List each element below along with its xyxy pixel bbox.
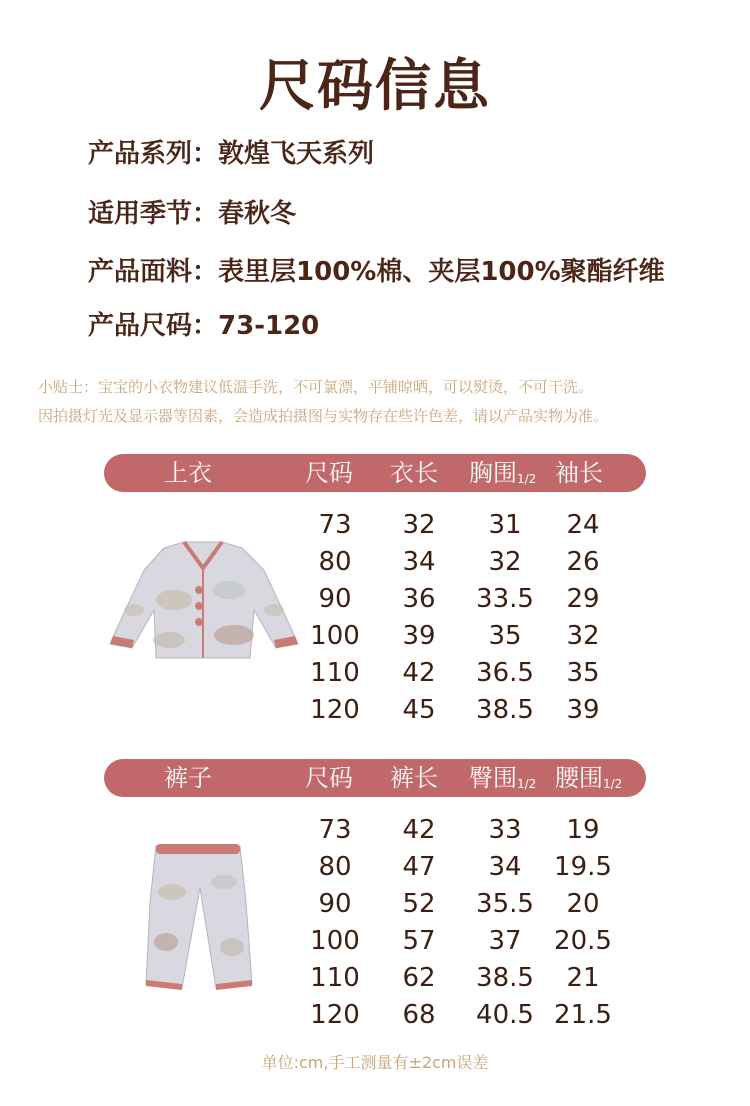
- pants-cell-length: 47: [402, 852, 436, 882]
- table-row: [290, 812, 630, 849]
- pants-table-header: [104, 759, 646, 797]
- top-cell-sleeve: 39: [566, 695, 600, 725]
- pants-cell-hip: 34: [488, 852, 522, 882]
- top-cell-sleeve: 26: [566, 547, 600, 577]
- info-series-value: 敦煌飞天系列: [218, 139, 375, 169]
- top-cell-size: 120: [310, 695, 360, 725]
- pants-cell-hip: 40.5: [476, 1000, 534, 1030]
- info-series: [88, 133, 374, 170]
- info-fabric-label: 产品面料：: [88, 257, 219, 287]
- top-header-size: 尺码: [305, 459, 353, 487]
- pants-illustration: [142, 842, 254, 992]
- info-season-value: 春秋冬: [218, 199, 297, 229]
- top-cell-sleeve: 24: [566, 510, 600, 540]
- top-cell-sleeve: 35: [566, 658, 600, 688]
- pants-header-hip-label: 臀围: [469, 764, 517, 792]
- table-row: [290, 692, 630, 729]
- pants-cell-hip: 37: [488, 926, 522, 956]
- top-cell-chest: 36.5: [476, 658, 534, 688]
- pants-cell-hip: 38.5: [476, 963, 534, 993]
- pants-cell-size: 110: [310, 963, 360, 993]
- top-header-sleeve: 袖长: [555, 459, 603, 487]
- pants-cell-waist: 21: [566, 963, 600, 993]
- table-row: [290, 849, 630, 886]
- top-header-chest: [469, 454, 536, 496]
- info-size-value: 73-120: [218, 311, 320, 341]
- pants-cell-waist: 19: [566, 815, 600, 845]
- top-cell-size: 73: [318, 510, 352, 540]
- info-fabric: [88, 251, 665, 288]
- top-cell-length: 34: [402, 547, 436, 577]
- top-cell-length: 36: [402, 584, 436, 614]
- top-cell-length: 32: [402, 510, 436, 540]
- info-size-label: 产品尺码：: [88, 311, 219, 341]
- pants-header-hip-sub: 1/2: [517, 777, 537, 791]
- table-row: [290, 997, 630, 1034]
- table-row: [290, 544, 630, 581]
- pants-cell-waist: 20.5: [554, 926, 612, 956]
- pants-cell-size: 100: [310, 926, 360, 956]
- table-row: [290, 507, 630, 544]
- top-cell-chest: 35: [488, 621, 522, 651]
- pants-cell-waist: 19.5: [554, 852, 612, 882]
- unit-note: 单位:cm,手工测量有±2cm误差: [261, 1053, 489, 1072]
- pants-header-length: 裤长: [390, 764, 438, 792]
- top-header-garment: 上衣: [164, 459, 212, 487]
- pants-header-waist: [555, 759, 622, 801]
- pants-cell-length: 62: [402, 963, 436, 993]
- top-cell-length: 39: [402, 621, 436, 651]
- table-row: [290, 618, 630, 655]
- info-fabric-value: 表里层100%棉、夹层100%聚酯纤维: [218, 257, 665, 287]
- pants-cell-size: 90: [318, 889, 352, 919]
- pants-header-waist-sub: 1/2: [603, 777, 623, 791]
- table-row: [290, 960, 630, 997]
- top-cell-chest: 38.5: [476, 695, 534, 725]
- table-row: [290, 581, 630, 618]
- info-season-label: 适用季节：: [88, 199, 219, 229]
- pants-cell-size: 80: [318, 852, 352, 882]
- info-season: [88, 193, 296, 230]
- top-cell-size: 100: [310, 621, 360, 651]
- top-cell-chest: 32: [488, 547, 522, 577]
- pants-cell-length: 52: [402, 889, 436, 919]
- care-tip: 小贴士：宝宝的小衣物建议低温手洗，不可氯漂，平铺晾晒，可以熨烫，不可干洗。: [38, 378, 594, 396]
- pants-header-size: 尺码: [305, 764, 353, 792]
- top-cell-size: 80: [318, 547, 352, 577]
- pants-cell-size: 73: [318, 815, 352, 845]
- color-tip: 因拍摄灯光及显示器等因素，会造成拍摄图与实物存在些许色差，请以产品实物为准。: [38, 407, 609, 425]
- page-title: 尺码信息: [259, 54, 491, 119]
- top-cell-chest: 33.5: [476, 584, 534, 614]
- table-row: [290, 923, 630, 960]
- pants-header-garment: 裤子: [164, 764, 212, 792]
- pants-cell-size: 120: [310, 1000, 360, 1030]
- pants-cell-length: 68: [402, 1000, 436, 1030]
- table-row: [290, 886, 630, 923]
- top-cell-size: 90: [318, 584, 352, 614]
- pants-cell-length: 57: [402, 926, 436, 956]
- top-header-chest-sub: 1/2: [517, 472, 537, 486]
- top-table-header: [104, 454, 646, 492]
- top-cell-chest: 31: [488, 510, 522, 540]
- pants-cell-waist: 21.5: [554, 1000, 612, 1030]
- table-row: [290, 655, 630, 692]
- pants-header-waist-label: 腰围: [555, 764, 603, 792]
- top-cell-sleeve: 32: [566, 621, 600, 651]
- pants-cell-length: 42: [402, 815, 436, 845]
- info-series-label: 产品系列：: [88, 139, 219, 169]
- pants-cell-hip: 35.5: [476, 889, 534, 919]
- top-cell-length: 45: [402, 695, 436, 725]
- top-cell-length: 42: [402, 658, 436, 688]
- pants-cell-hip: 33: [488, 815, 522, 845]
- info-size: [88, 305, 319, 342]
- top-cell-size: 110: [310, 658, 360, 688]
- top-cell-sleeve: 29: [566, 584, 600, 614]
- top-header-length: 衣长: [390, 459, 438, 487]
- pants-header-hip: [469, 759, 536, 801]
- top-header-chest-label: 胸围: [469, 459, 517, 487]
- jacket-illustration: [104, 540, 302, 668]
- pants-cell-waist: 20: [566, 889, 600, 919]
